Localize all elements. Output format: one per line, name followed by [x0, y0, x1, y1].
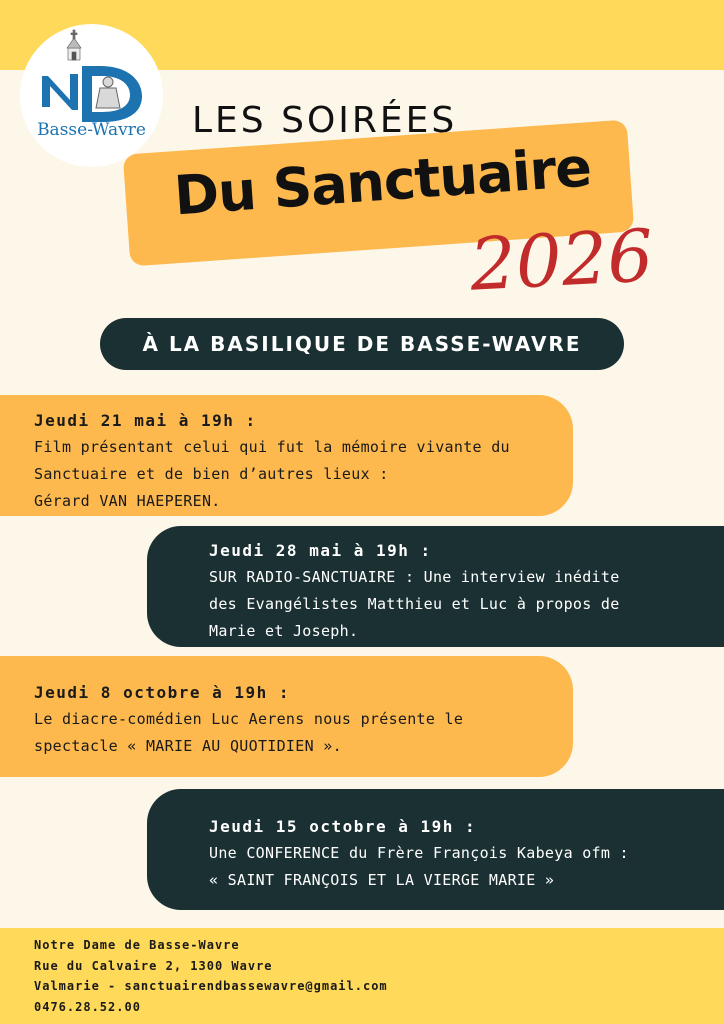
title-year: 2026: [467, 213, 656, 307]
event-text-line: des Evangélistes Matthieu et Luc à propos de: [209, 595, 620, 613]
event-text-line: Sanctuaire et de bien d’autres lieux :: [34, 465, 389, 483]
event-text-line: spectacle « MARIE AU QUOTIDIEN ».: [34, 737, 342, 755]
sanctuary-logo: [20, 24, 163, 167]
event-text-line: « SAINT FRANÇOIS ET LA VIERGE MARIE »: [209, 871, 555, 889]
event-date: Jeudi 28 mai à 19h :: [209, 541, 432, 560]
location-banner: [100, 318, 624, 370]
location-text: À LA BASILIQUE DE BASSE-WAVRE: [142, 332, 582, 356]
logo-emblem-icon: [20, 24, 163, 167]
event-card: [147, 789, 724, 910]
footer-phone: 0476.28.52.00: [34, 999, 141, 1014]
event-text-line: Le diacre-comédien Luc Aerens nous présente le: [34, 710, 464, 728]
footer-organization: Notre Dame de Basse-Wavre: [34, 938, 240, 952]
event-card: [147, 526, 724, 647]
event-text-line: Gérard VAN HAEPEREN.: [34, 492, 221, 510]
event-text-line: SUR RADIO-SANCTUAIRE : Une interview inédite: [209, 568, 620, 586]
footer-address: Rue du Calvaire 2, 1300 Wavre: [34, 958, 273, 973]
event-card: [0, 656, 573, 777]
event-date: Jeudi 21 mai à 19h :: [34, 411, 257, 430]
title-du-sanctuaire: Du Sanctuaire: [172, 135, 593, 228]
footer-contact: [0, 928, 724, 1024]
event-date: Jeudi 15 octobre à 19h :: [209, 817, 477, 836]
footer-email: Valmarie - sanctuairendbassewavre@gmail.com: [34, 979, 388, 993]
logo-caption: Basse-Wavre: [37, 120, 146, 140]
title-les-soirees: LES SOIRÉES: [192, 100, 458, 141]
event-text-line: Marie et Joseph.: [209, 622, 359, 640]
event-date: Jeudi 8 octobre à 19h :: [34, 683, 291, 702]
event-text-line: Film présentant celui qui fut la mémoire vivante du: [34, 438, 510, 456]
event-card: [0, 395, 573, 516]
event-text-line: Une CONFERENCE du Frère François Kabeya ofm :: [209, 844, 629, 862]
